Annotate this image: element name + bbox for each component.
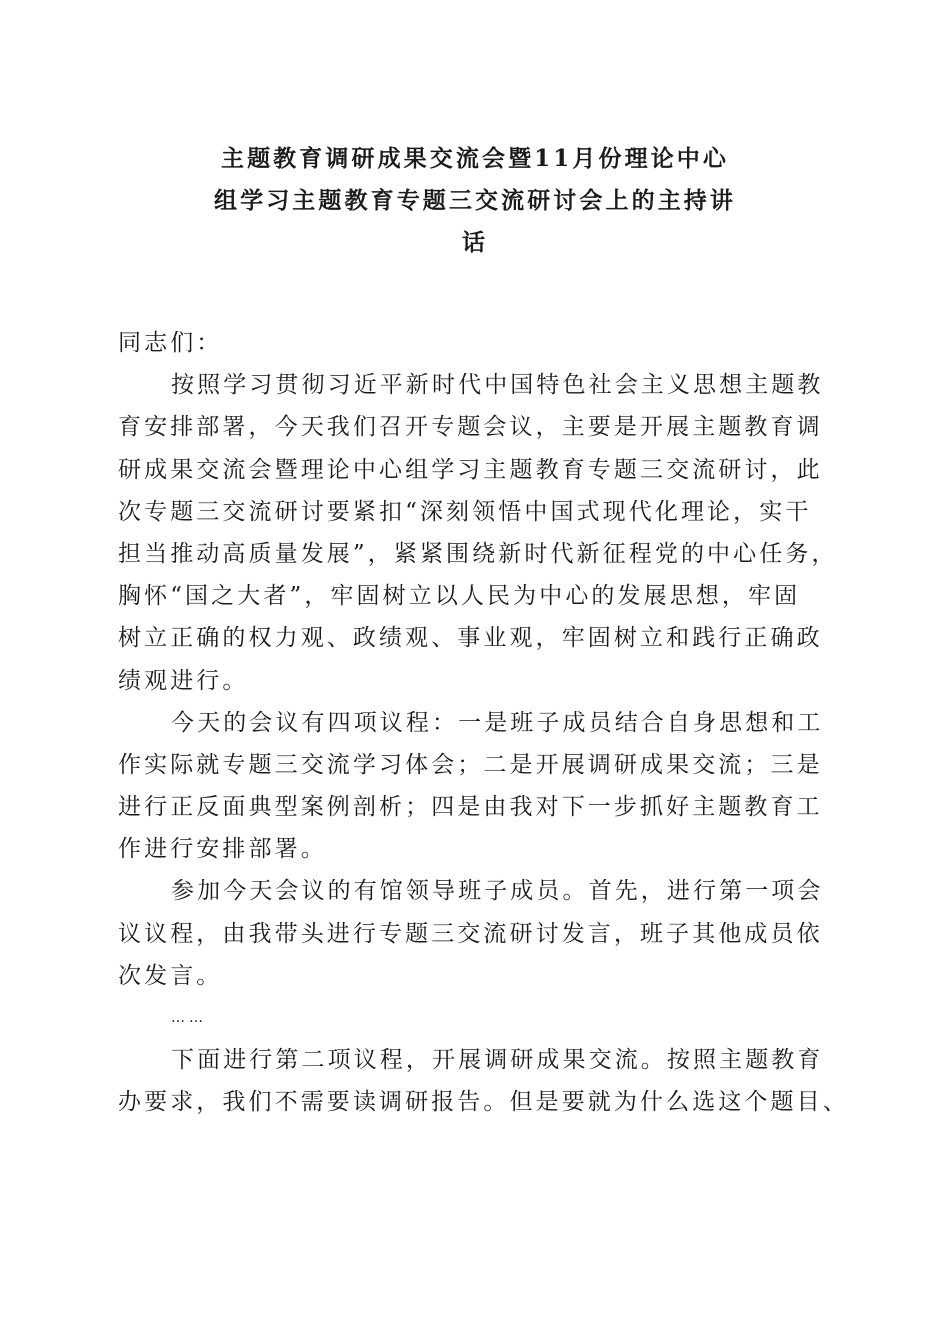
document-body (118, 322, 849, 1124)
paragraph-line: 绩观进行。 (118, 667, 249, 694)
paragraph-second-agenda (118, 1039, 849, 1123)
ellipsis: …… (171, 1010, 207, 1026)
paragraph-line: 次发言。 (118, 962, 223, 989)
paragraph-line: 作进行安排部署。 (118, 836, 327, 863)
paragraph-line: 今天的会议有四项议程：一是班子成员结合自身思想和工 (171, 709, 824, 736)
title-line: 组学习主题教育专题三交流研讨会上的主持讲 (214, 187, 736, 215)
paragraph-line: 下面进行第二项议程，开展调研成果交流。按照主题教育 (171, 1047, 824, 1074)
paragraph-line: 按照学习贯彻习近平新时代中国特色社会主义思想主题教 (171, 372, 824, 399)
paragraph-agenda (118, 702, 832, 871)
title-line: 话 (461, 229, 489, 257)
paragraph-line: 担当推动高质量发展”，紧紧围绕新时代新征程党的中心任务， (118, 540, 838, 567)
paragraph-line: 次专题三交流研讨要紧扣“深刻领悟中国式现代化理论，实干 (118, 498, 812, 525)
title-line: 主题教育调研成果交流会暨11月份理论中心 (220, 145, 729, 172)
paragraph-line: 议议程，由我带头进行专题三交流研讨发言，班子其他成员依 (118, 920, 823, 947)
paragraph-line: 进行正反面典型案例剖析；四是由我对下一步抓好主题教育工 (118, 794, 823, 821)
paragraph-line: 研成果交流会暨理论中心组学习主题教育专题三交流研讨，此 (118, 456, 823, 483)
paragraph-line: 办要求，我们不需要读调研报告。但是要就为什么选这个题目、 (118, 1089, 849, 1116)
paragraph-intro (118, 364, 838, 702)
paragraph-line: 作实际就专题三交流学习体会；二是开展调研成果交流；三是 (118, 751, 823, 778)
salutation: 同志们： (118, 330, 223, 356)
paragraph-line: 胸怀“国之大者”，牢固树立以人民为中心的发展思想，牢固 (118, 583, 801, 610)
paragraph-line: 参加今天会议的有馆领导班子成员。首先，进行第一项会 (171, 878, 824, 905)
paragraph-line: 树立正确的权力观、政绩观、事业观，牢固树立和践行正确政 (118, 625, 823, 652)
document-title (110, 138, 840, 265)
paragraph-line: 育安排部署，今天我们召开专题会议，主要是开展主题教育调 (118, 414, 823, 441)
paragraph-attendees (118, 870, 832, 997)
